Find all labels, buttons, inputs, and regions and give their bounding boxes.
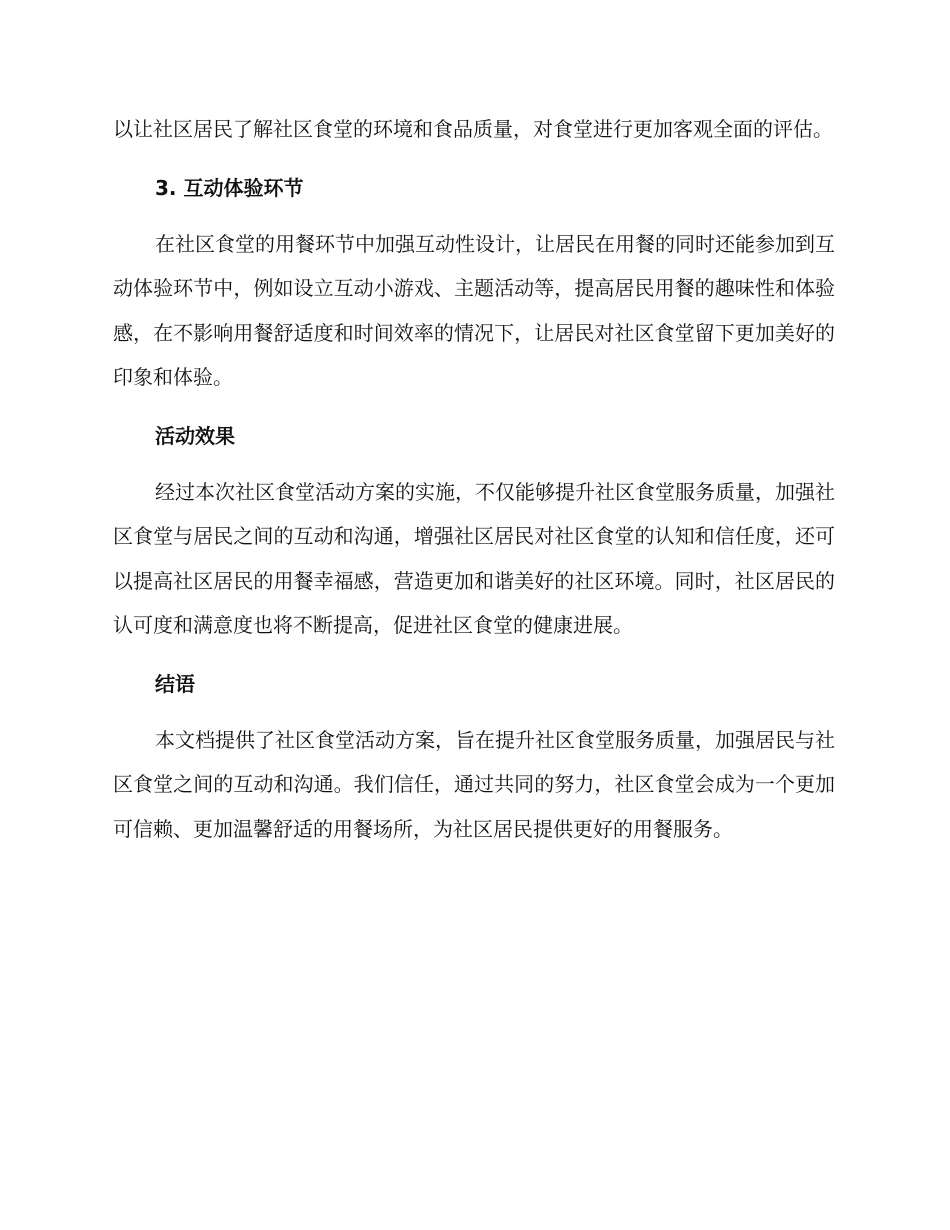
paragraph-interactive-experience: 在社区食堂的用餐环节中加强互动性设计，让居民在用餐的同时还能参加到互动体验环节中，例如设立互动小游戏、主题活动等，提高居民用餐的趣味性和体验感，在不影响用餐舒适度和时间效率的情况下，让居民对社区食堂留下更加美好的印象和体验。 [113,231,835,389]
section-heading-activity-effect: 活动效果 [155,423,235,448]
document-body [113,107,835,851]
section-heading-conclusion: 结语 [155,671,195,696]
paragraph-activity-effect: 经过本次社区食堂活动方案的实施，不仅能够提升社区食堂服务质量，加强社区食堂与居民之间的互动和沟通，增强社区居民对社区食堂的认知和信任度，还可以提高社区居民的用餐幸福感，营造更加和谐美好的社区环境。同时，社区居民的认可度和满意度也将不断提高，促进社区食堂的健康进展。 [113,479,835,637]
paragraph-continued: 以让社区居民了解社区食堂的环境和食品质量，对食堂进行更加客观全面的评估。 [113,117,833,141]
section-heading-interactive-experience: 3. 互动体验环节 [155,175,304,200]
paragraph-conclusion: 本文档提供了社区食堂活动方案，旨在提升社区食堂服务质量，加强居民与社区食堂之间的互动和沟通。我们信任，通过共同的努力，社区食堂会成为一个更加可信赖、更加温馨舒适的用餐场所，为社区居民提供更好的用餐服务。 [113,727,835,841]
